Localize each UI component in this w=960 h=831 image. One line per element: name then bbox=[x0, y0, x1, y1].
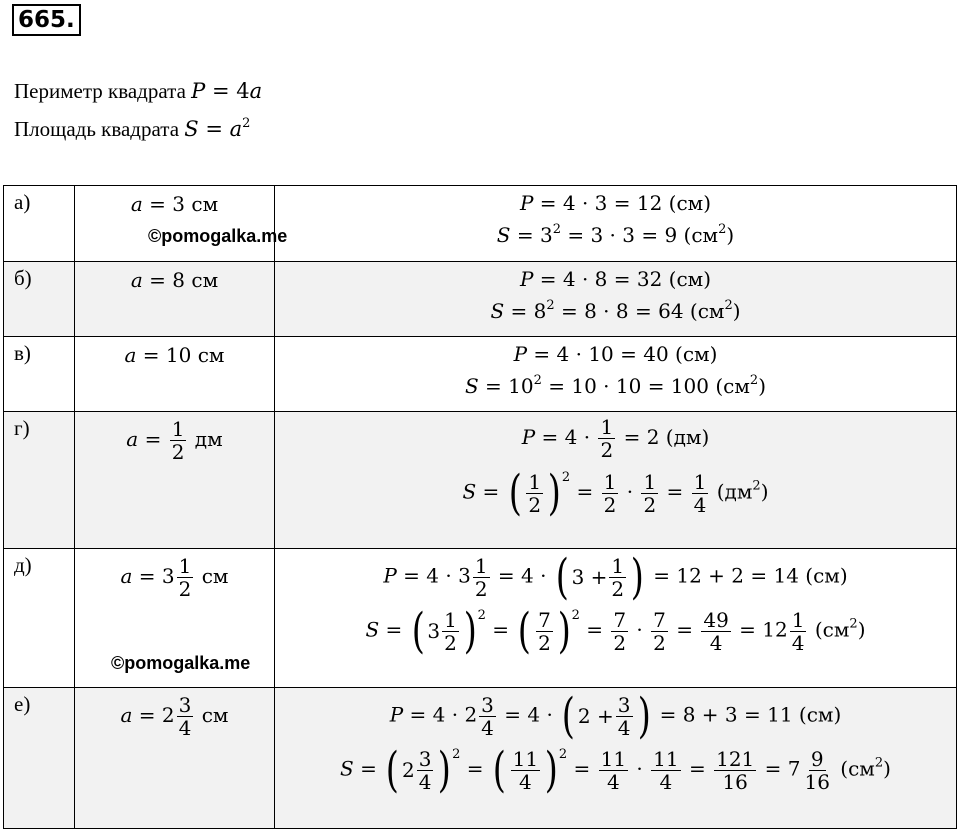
var-S: S bbox=[490, 299, 505, 323]
numerator: 1 bbox=[791, 607, 805, 632]
fraction bbox=[598, 416, 615, 461]
row-label: в) bbox=[4, 337, 75, 412]
fraction bbox=[511, 748, 540, 793]
denominator: 4 bbox=[617, 715, 631, 740]
numerator: 9 bbox=[810, 746, 824, 771]
var-a: a bbox=[124, 343, 137, 367]
integer-part: 3 bbox=[427, 619, 441, 643]
paren: ( bbox=[386, 742, 400, 798]
exponent: 2 bbox=[752, 478, 761, 494]
area-calc: = 10 · 10 = 100 (см bbox=[541, 374, 750, 398]
eq: = 12 bbox=[732, 617, 788, 642]
row-label: д) bbox=[4, 549, 75, 688]
fraction bbox=[599, 748, 628, 793]
work-cell bbox=[275, 186, 957, 262]
var-a: a bbox=[126, 427, 139, 451]
area-calc-pre: = 3 bbox=[510, 223, 553, 247]
dot: · bbox=[630, 617, 650, 642]
fraction bbox=[536, 609, 553, 654]
fraction bbox=[609, 555, 626, 600]
numerator: 7 bbox=[613, 607, 627, 632]
denominator: 4 bbox=[481, 715, 494, 740]
unit: (см bbox=[808, 617, 850, 642]
numerator: 11 bbox=[600, 746, 627, 771]
work-cell bbox=[275, 412, 957, 549]
var-P: P bbox=[191, 79, 206, 103]
var-a: a bbox=[229, 117, 243, 141]
side-value: = 8 см bbox=[142, 268, 219, 292]
exponent: 2 bbox=[546, 298, 555, 313]
solution-table bbox=[3, 185, 957, 829]
var-a: a bbox=[120, 564, 133, 588]
perimeter-calc: = 4 · 3 = 12 (см) bbox=[533, 191, 712, 215]
numerator: 11 bbox=[653, 746, 679, 771]
eq: = bbox=[669, 617, 700, 642]
paren: ) bbox=[630, 549, 645, 605]
table-row bbox=[4, 688, 957, 829]
denominator: 2 bbox=[653, 630, 666, 655]
paren: ( bbox=[518, 603, 532, 659]
table-row bbox=[4, 262, 957, 337]
side-cell bbox=[75, 262, 275, 337]
var-P: P bbox=[519, 191, 534, 215]
paren: ) bbox=[557, 603, 571, 659]
numerator: 3 bbox=[617, 692, 631, 717]
denominator: 2 bbox=[444, 630, 457, 655]
paren: ) bbox=[760, 479, 769, 504]
numerator: 7 bbox=[538, 607, 551, 632]
eq: = bbox=[460, 756, 490, 781]
perimeter-calc: = 4 · 10 = 40 (см) bbox=[527, 342, 718, 366]
numerator: 1 bbox=[474, 553, 488, 578]
area-label: Площадь квадрата bbox=[14, 117, 185, 141]
eq: = 3 bbox=[132, 564, 175, 588]
numerator: 1 bbox=[171, 417, 185, 441]
denominator: 16 bbox=[804, 769, 830, 794]
fraction bbox=[651, 748, 680, 793]
numerator: 49 bbox=[703, 607, 729, 632]
eq: = 7 bbox=[758, 756, 801, 781]
unit: см bbox=[195, 564, 229, 588]
eq: = bbox=[567, 756, 597, 781]
var-S: S bbox=[496, 223, 511, 247]
fraction bbox=[170, 418, 187, 463]
area-eq: = bbox=[198, 117, 230, 141]
work-cell bbox=[275, 549, 957, 688]
paren: ) bbox=[463, 603, 477, 659]
area-calc: = 8 · 8 = 64 (см bbox=[554, 299, 725, 323]
numerator: 1 bbox=[693, 469, 707, 494]
perimeter-calc: = 4 · 2 bbox=[403, 702, 478, 727]
denominator: 4 bbox=[693, 492, 707, 517]
var-a: a bbox=[130, 192, 143, 216]
side-value: = 3 см bbox=[142, 192, 219, 216]
row-label: а) bbox=[4, 186, 75, 262]
paren: ( bbox=[411, 603, 425, 659]
paren: ( bbox=[561, 688, 576, 744]
fraction bbox=[417, 748, 434, 793]
fraction bbox=[177, 694, 194, 739]
fraction bbox=[442, 609, 459, 654]
table-row bbox=[4, 549, 957, 688]
eq: = bbox=[570, 479, 600, 504]
eq: = 2 bbox=[132, 703, 175, 727]
fraction bbox=[701, 609, 730, 654]
denominator: 4 bbox=[791, 630, 805, 655]
var-S: S bbox=[184, 117, 199, 141]
integer-part: 2 + bbox=[577, 704, 614, 728]
denominator: 2 bbox=[171, 440, 185, 464]
numerator: 1 bbox=[178, 554, 192, 578]
var-S: S bbox=[365, 617, 380, 642]
perimeter-formula-line bbox=[14, 78, 262, 104]
fraction bbox=[602, 471, 619, 516]
denominator: 4 bbox=[606, 769, 620, 794]
work-cell bbox=[275, 262, 957, 337]
table-row bbox=[4, 412, 957, 549]
exponent: 2 bbox=[571, 607, 580, 623]
perimeter-calc: = 4 · bbox=[535, 425, 597, 449]
side-cell bbox=[75, 688, 275, 829]
side-value: = 10 см bbox=[136, 343, 225, 367]
paren: ( bbox=[555, 549, 569, 605]
numerator: 7 bbox=[653, 607, 666, 632]
eq: = bbox=[379, 617, 409, 642]
perimeter-result: = 12 + 2 = 14 (см) bbox=[646, 563, 848, 588]
var-S: S bbox=[462, 479, 477, 504]
fraction bbox=[651, 609, 668, 654]
var-P: P bbox=[519, 267, 534, 291]
denominator: 4 bbox=[519, 769, 532, 794]
integer-part: 2 bbox=[401, 758, 415, 782]
exponent: 2 bbox=[477, 607, 486, 623]
paren: ) bbox=[758, 374, 766, 398]
exponent: 2 bbox=[558, 746, 568, 762]
denominator: 2 bbox=[603, 492, 617, 517]
denominator: 4 bbox=[659, 769, 673, 794]
perimeter-calc: = 4 · 8 = 32 (см) bbox=[533, 267, 712, 291]
perimeter-calc: = 4 · 3 bbox=[396, 563, 471, 588]
var-a: a bbox=[130, 268, 143, 292]
eq: = bbox=[682, 756, 713, 781]
area-calc: = 3 · 3 = 9 (см bbox=[560, 223, 719, 247]
exponent: 2 bbox=[718, 222, 727, 237]
var-P: P bbox=[513, 342, 528, 366]
paren: ) bbox=[857, 617, 866, 642]
var-a: a bbox=[249, 79, 263, 103]
paren: ) bbox=[726, 223, 735, 247]
denominator: 4 bbox=[178, 716, 192, 740]
table-row bbox=[4, 186, 957, 262]
integer-part: 3 + bbox=[571, 565, 608, 589]
fraction bbox=[177, 555, 194, 600]
work-cell bbox=[275, 337, 957, 412]
var-P: P bbox=[389, 702, 404, 727]
numerator: 3 bbox=[178, 693, 192, 717]
numerator: 1 bbox=[600, 415, 614, 439]
area-calc-pre: = 8 bbox=[504, 299, 547, 323]
paren: ( bbox=[492, 742, 506, 798]
var-P: P bbox=[521, 425, 536, 449]
denominator: 4 bbox=[709, 630, 723, 655]
numerator: 11 bbox=[512, 746, 539, 771]
perimeter-result: = 8 + 3 = 11 (см) bbox=[653, 702, 842, 727]
fraction bbox=[641, 471, 658, 516]
denominator: 2 bbox=[611, 576, 625, 601]
exponent: 2 bbox=[724, 298, 733, 313]
eq: = bbox=[660, 479, 690, 504]
eq: = bbox=[476, 479, 506, 504]
eq: = bbox=[353, 756, 384, 781]
perimeter-label: Периметр квадрата bbox=[14, 79, 192, 103]
denominator: 2 bbox=[538, 630, 551, 655]
denominator: 2 bbox=[528, 492, 542, 517]
exponent: 2 bbox=[242, 116, 251, 131]
unit: см bbox=[195, 703, 229, 727]
numerator: 1 bbox=[444, 607, 457, 632]
fraction bbox=[790, 609, 807, 654]
paren: ( bbox=[508, 465, 522, 521]
exponent: 2 bbox=[874, 755, 884, 771]
eq: = bbox=[485, 617, 516, 642]
unit: (см bbox=[833, 756, 875, 781]
row-label: г) bbox=[4, 412, 75, 549]
side-cell bbox=[75, 186, 275, 262]
exponent: 2 bbox=[452, 746, 461, 762]
var-a: a bbox=[120, 703, 133, 727]
paren: ) bbox=[637, 688, 651, 744]
exponent: 2 bbox=[533, 373, 542, 388]
side-cell bbox=[75, 549, 275, 688]
denominator: 2 bbox=[474, 576, 488, 601]
var-P: P bbox=[383, 563, 397, 588]
paren: ) bbox=[883, 756, 891, 781]
side-cell bbox=[75, 412, 275, 549]
var-S: S bbox=[464, 374, 479, 398]
var-S: S bbox=[340, 756, 354, 781]
numerator: 1 bbox=[528, 469, 542, 494]
fraction bbox=[616, 694, 633, 739]
fraction bbox=[714, 748, 756, 793]
area-formula-line bbox=[14, 116, 250, 142]
numerator: 121 bbox=[716, 746, 755, 771]
watermark: ©pomogalka.me bbox=[148, 226, 288, 246]
eq: = bbox=[138, 427, 168, 451]
denominator: 16 bbox=[722, 769, 748, 794]
denominator: 2 bbox=[600, 438, 614, 462]
problem-number: 665. bbox=[12, 4, 81, 36]
denominator: 2 bbox=[643, 492, 657, 517]
work-cell bbox=[275, 688, 957, 829]
fraction bbox=[479, 694, 496, 739]
fraction bbox=[526, 471, 543, 516]
dot: · bbox=[620, 479, 640, 504]
fraction bbox=[802, 748, 831, 793]
numerator: 3 bbox=[418, 746, 432, 771]
fraction bbox=[611, 609, 628, 654]
watermark: ©pomogalka.me bbox=[111, 653, 251, 673]
row-label: б) bbox=[4, 262, 75, 337]
paren: ) bbox=[732, 299, 741, 323]
exponent: 2 bbox=[849, 616, 858, 632]
side-cell bbox=[75, 337, 275, 412]
exponent: 2 bbox=[561, 469, 571, 485]
paren: ) bbox=[544, 742, 559, 798]
exponent: 2 bbox=[552, 222, 561, 237]
fraction bbox=[692, 471, 709, 516]
paren: ) bbox=[438, 742, 452, 798]
dot: · bbox=[630, 756, 650, 781]
row-label: е) bbox=[4, 688, 75, 829]
fraction bbox=[473, 555, 490, 600]
perimeter-result: = 2 (дм) bbox=[617, 425, 710, 449]
numerator: 1 bbox=[611, 553, 625, 578]
paren: ) bbox=[547, 465, 562, 521]
numerator: 3 bbox=[481, 692, 494, 717]
exponent: 2 bbox=[749, 373, 759, 388]
denominator: 2 bbox=[178, 577, 192, 601]
table-row bbox=[4, 337, 957, 412]
unit: (дм bbox=[710, 479, 753, 504]
numerator: 1 bbox=[643, 469, 657, 494]
denominator: 4 bbox=[418, 769, 432, 794]
eq: = 4 · bbox=[491, 563, 553, 588]
unit: дм bbox=[188, 427, 223, 451]
eq: = bbox=[579, 617, 610, 642]
eq: = 4 · bbox=[497, 702, 560, 727]
numerator: 1 bbox=[603, 469, 617, 494]
area-calc-pre: = 10 bbox=[478, 374, 534, 398]
denominator: 2 bbox=[613, 630, 627, 655]
perimeter-eq: = 4 bbox=[205, 79, 250, 103]
